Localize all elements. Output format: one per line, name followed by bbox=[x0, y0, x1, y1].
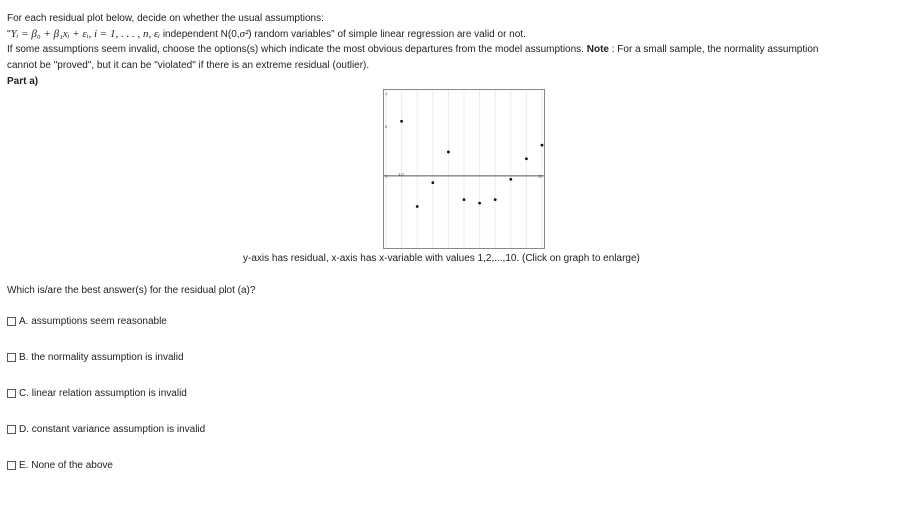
option-d-checkbox[interactable] bbox=[7, 425, 16, 434]
option-b-text: the normality assumption is invalid bbox=[31, 351, 184, 363]
option-e[interactable] bbox=[7, 459, 113, 471]
question-text: Which is/are the best answer(s) for the residual plot (a)? bbox=[7, 285, 256, 296]
data-point bbox=[509, 178, 512, 181]
data-point bbox=[431, 181, 434, 184]
instructions-line-3-end: : For a small sample, the normality assumption bbox=[608, 44, 819, 55]
option-d-label[interactable] bbox=[19, 424, 205, 435]
data-point bbox=[400, 120, 403, 123]
instructions-line-2-end: ) random variables" of simple linear regression are valid or not. bbox=[248, 29, 526, 40]
option-c-label[interactable] bbox=[19, 388, 187, 399]
data-point bbox=[416, 205, 419, 208]
data-point bbox=[494, 198, 497, 201]
option-c-letter: C. bbox=[19, 387, 29, 399]
instructions-line-3 bbox=[7, 44, 819, 55]
data-point bbox=[541, 144, 544, 147]
option-d-letter: D. bbox=[19, 423, 29, 435]
data-point bbox=[478, 202, 481, 205]
option-b-letter: B. bbox=[19, 351, 29, 363]
data-point bbox=[447, 151, 450, 154]
option-a-text: assumptions seem reasonable bbox=[31, 315, 167, 327]
option-c-text: linear relation assumption is invalid bbox=[31, 387, 187, 399]
option-c[interactable] bbox=[7, 387, 187, 399]
option-e-text: None of the above bbox=[31, 459, 113, 471]
quote-open: " bbox=[7, 29, 11, 40]
instructions-line-2-middle: independent N(0, bbox=[160, 29, 240, 40]
option-c-checkbox[interactable] bbox=[7, 389, 16, 398]
x-axis-near-label: 1.0 bbox=[398, 171, 404, 177]
residual-plot-svg bbox=[384, 90, 544, 248]
option-b[interactable] bbox=[7, 351, 184, 363]
option-b-checkbox[interactable] bbox=[7, 353, 16, 362]
note-label: Note bbox=[586, 44, 609, 55]
option-a-checkbox[interactable] bbox=[7, 317, 16, 326]
option-d-text: constant variance assumption is invalid bbox=[31, 423, 206, 435]
option-e-checkbox[interactable] bbox=[7, 461, 16, 470]
option-a-letter: A. bbox=[19, 315, 29, 327]
y-axis-top-label: 1 bbox=[385, 91, 388, 96]
option-a[interactable] bbox=[7, 315, 167, 327]
x-axis-right-label: 11 bbox=[537, 173, 542, 179]
part-label: Part a) bbox=[7, 76, 39, 87]
option-a-label[interactable] bbox=[19, 316, 167, 327]
instructions-line-1: For each residual plot below, decide on whether the usual assumptions: bbox=[7, 13, 324, 24]
y-axis-mid-label: 0 bbox=[385, 124, 388, 130]
instructions-line-4: cannot be "proved", but it can be "violated" if there is an extreme residual (outlier). bbox=[7, 60, 370, 71]
regression-formula: Yᵢ = β₀ + β₁xᵢ + εᵢ, i = 1, . . . , n, εᵢ bbox=[10, 28, 161, 40]
residual-plot[interactable] bbox=[383, 89, 545, 249]
option-e-label[interactable] bbox=[19, 460, 113, 471]
option-d[interactable] bbox=[7, 423, 205, 435]
data-point bbox=[463, 198, 466, 201]
x-axis-left-label: 1 bbox=[385, 173, 388, 179]
option-e-letter: E. bbox=[19, 459, 29, 471]
plot-caption: y-axis has residual, x-axis has x-variable with values 1,2,...,10. (Click on graph to enlarge) bbox=[243, 253, 640, 264]
instructions-line-3-start: If some assumptions seem invalid, choose the options(s) which indicate the most obvious departures from the model assumptions. bbox=[7, 44, 587, 55]
sigma-squared: σ² bbox=[239, 28, 249, 40]
data-point bbox=[525, 157, 528, 160]
instructions-line-2 bbox=[7, 28, 526, 40]
option-b-label[interactable] bbox=[19, 352, 184, 363]
